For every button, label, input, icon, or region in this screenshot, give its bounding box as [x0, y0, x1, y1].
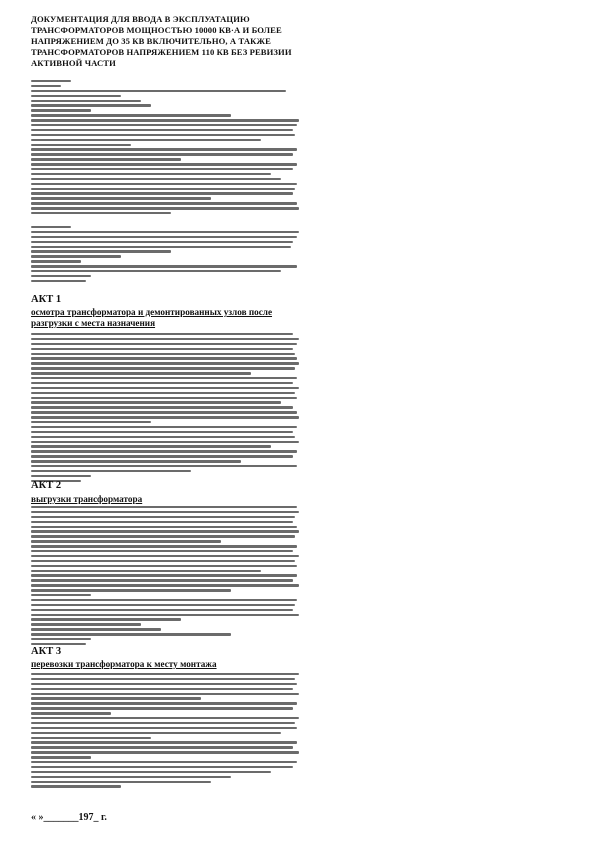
document-title: ДОКУМЕНТАЦИЯ ДЛЯ ВВОДА В ЭКСПЛУАТАЦИЮ ТРАНСФОРМАТОРОВ МОЩНОСТЬЮ 10000 КВ·А И БОЛЕЕ НАПРЯЖЕНИЕМ ДО 35 КВ ВКЛЮЧИТЕЛЬНО, А ТАКЖЕ ТРАНСФОРМАТОРОВ НАПРЯЖЕНИЕМ 110 КВ БЕЗ РЕВИЗИИ АКТИВНОЙ ЧАСТИ	[31, 14, 292, 68]
act3-heading: перевозки трансформатора к месту монтажа	[31, 659, 217, 669]
act1-body	[31, 333, 303, 485]
act3-body	[31, 673, 303, 790]
act3-date-line: « »_______197_ г.	[31, 812, 107, 823]
preamble-text	[31, 80, 303, 217]
act1-heading: осмотра трансформатора и демонтированных узлов после разгрузки с места назначения	[31, 307, 273, 328]
act2-heading: выгрузки трансформатора	[31, 494, 143, 504]
act2-body	[31, 506, 303, 648]
preamble-conclusion	[31, 226, 303, 285]
act3-label: АКТ 3	[31, 646, 62, 657]
act1-label: АКТ 1	[31, 294, 62, 305]
act2-label: АКТ 2	[31, 480, 62, 491]
